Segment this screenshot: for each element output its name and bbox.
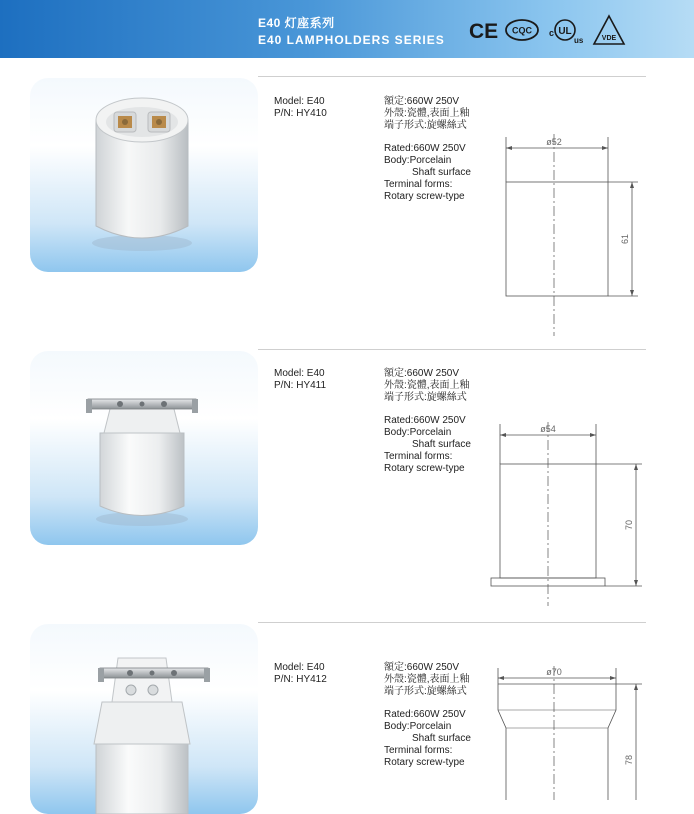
section-divider [258, 622, 646, 623]
dim-height-label: 70 [624, 519, 634, 531]
spec-en-rated: Rated:660W 250V [384, 143, 466, 154]
product-id-hy412 [274, 662, 327, 686]
section-divider [258, 349, 646, 350]
spec-cn-terminal: 端子形式:旋螺絲式 [384, 686, 467, 697]
spec-cn-body: 外殼:瓷體,表面上釉 [384, 674, 470, 685]
dimension-drawing-hy410 [492, 132, 642, 338]
dimension-drawing-hy412 [492, 664, 646, 800]
specs-hy410 [384, 96, 471, 203]
specs-hy412 [384, 662, 471, 769]
product-id-hy410 [274, 96, 327, 120]
dimension-drawing-hy411 [488, 420, 646, 610]
svg-text:VDE: VDE [601, 35, 617, 42]
section-divider [258, 76, 646, 77]
dim-width-label: ø70 [546, 667, 562, 677]
spec-en-rated: Rated:660W 250V [384, 415, 466, 426]
product-photo-hy411 [30, 351, 258, 545]
svg-text:CE: CE [469, 20, 499, 43]
spec-cn-terminal: 端子形式:旋螺絲式 [384, 392, 467, 403]
part-number: P/N: HY410 [274, 108, 327, 119]
spec-cn-rated: 額定:660W 250V [384, 368, 460, 379]
header-title-en: E40 LAMPHOLDERS SERIES [258, 33, 445, 47]
spec-en-rated: Rated:660W 250V [384, 709, 466, 720]
dim-height-label: 78 [624, 754, 634, 766]
spec-en-terminal-type: Rotary screw-type [384, 757, 465, 768]
spec-en-body: Body:Porcelain [384, 721, 452, 732]
spec-en-surface: Shaft surface [412, 733, 471, 744]
ce-mark-icon [468, 18, 499, 43]
cqc-mark-icon [504, 18, 540, 42]
spec-en-surface: Shaft surface [412, 439, 471, 450]
vde-mark-icon [592, 14, 626, 46]
ul-mark-icon [548, 16, 584, 46]
dim-height-label: 61 [620, 233, 630, 245]
dim-width-label: ø52 [546, 137, 562, 147]
spec-en-terminal-type: Rotary screw-type [384, 463, 465, 474]
svg-text:c: c [549, 28, 555, 38]
spec-en-terminal-type: Rotary screw-type [384, 191, 465, 202]
svg-text:UL: UL [558, 26, 572, 37]
part-number: P/N: HY411 [274, 380, 327, 391]
spec-en-body: Body:Porcelain [384, 155, 452, 166]
spec-cn-body: 外殼:瓷體,表面上釉 [384, 108, 470, 119]
spec-cn-terminal: 端子形式:旋螺絲式 [384, 120, 467, 131]
svg-text:us: us [574, 36, 584, 45]
product-photo-hy412 [30, 624, 258, 814]
model-label: Model: E40 [274, 368, 325, 379]
model-label: Model: E40 [274, 662, 325, 673]
spec-en-body: Body:Porcelain [384, 427, 452, 438]
spec-en-terminal: Terminal forms: [384, 179, 453, 190]
spec-cn-body: 外殼:瓷體,表面上釉 [384, 380, 470, 391]
specs-hy411 [384, 368, 471, 475]
spec-cn-rated: 額定:660W 250V [384, 96, 460, 107]
catalog-header [0, 0, 694, 58]
spec-en-terminal: Terminal forms: [384, 745, 453, 756]
product-photo-hy410 [30, 78, 258, 272]
svg-text:CQC: CQC [512, 25, 532, 36]
spec-en-surface: Shaft surface [412, 167, 471, 178]
header-title-cn: E40 灯座系列 [258, 16, 335, 30]
spec-cn-rated: 額定:660W 250V [384, 662, 460, 673]
dim-width-label: ø54 [540, 424, 556, 434]
model-label: Model: E40 [274, 96, 325, 107]
part-number: P/N: HY412 [274, 674, 327, 685]
product-id-hy411 [274, 368, 326, 392]
spec-en-terminal: Terminal forms: [384, 451, 453, 462]
